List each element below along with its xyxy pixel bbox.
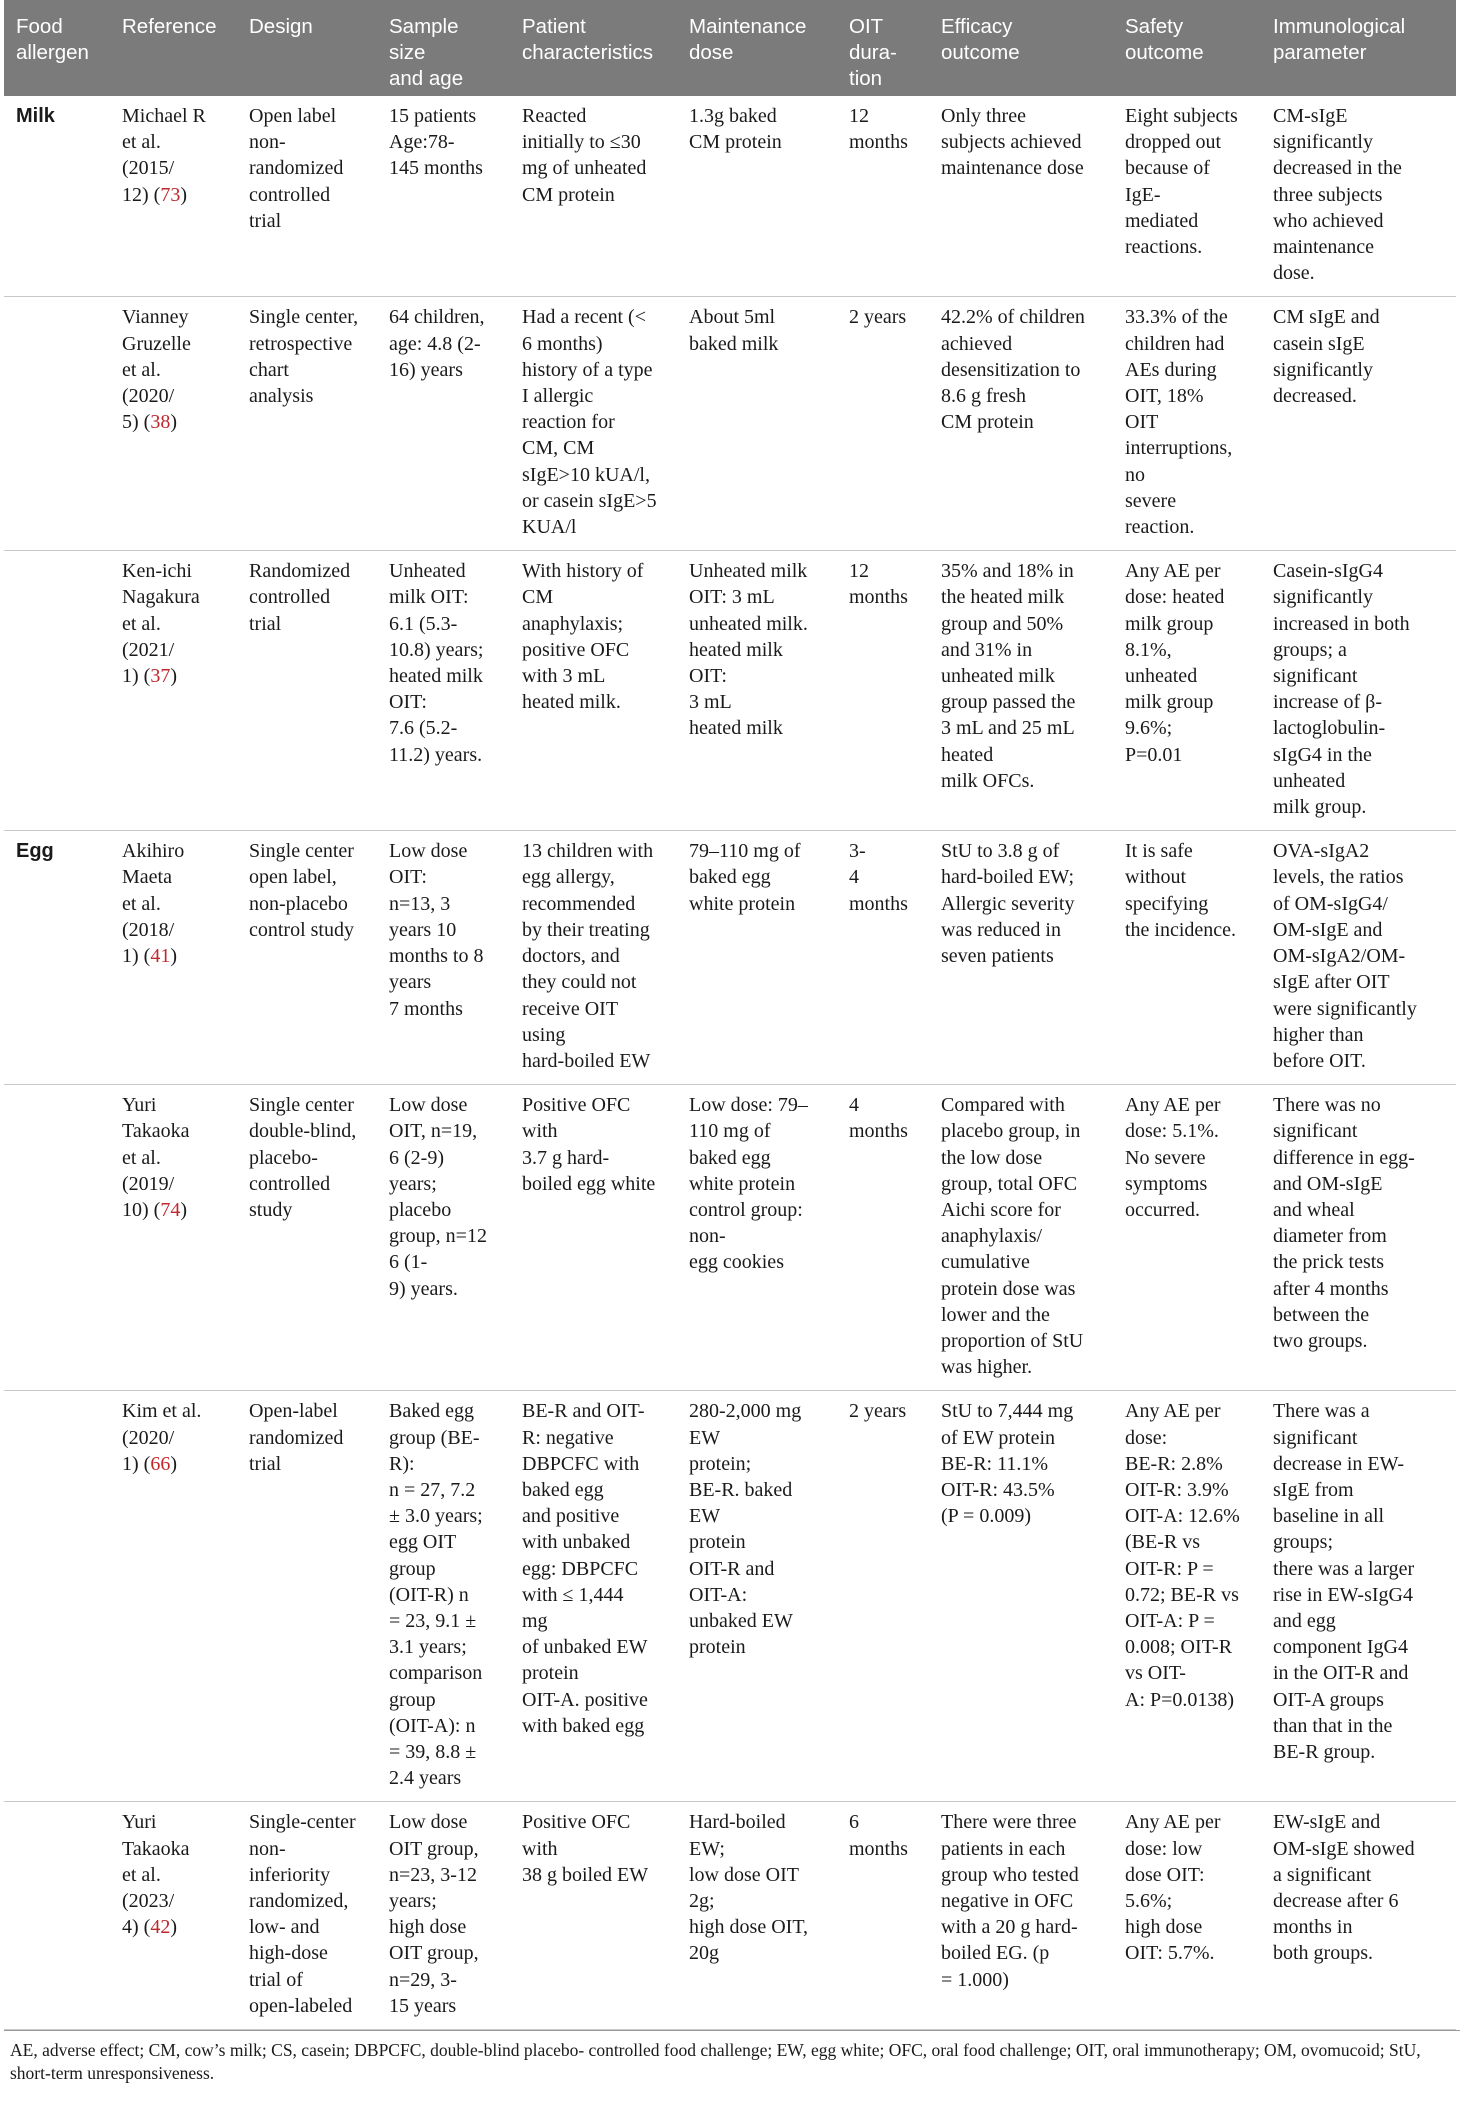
reference-text: Yuri Takaoka et al. (2019/ 10) (: [122, 1094, 190, 1221]
header-sample-size: Sample size and age: [377, 0, 510, 96]
cell-allergen: [4, 297, 110, 551]
cell-safety: Any AE per dose: low dose OIT: 5.6%; high dose OIT: 5.7%.: [1113, 1802, 1261, 2030]
cell-safety: Eight subjects dropped out because of IgE- mediated reactions.: [1113, 96, 1261, 297]
reference-link[interactable]: 74: [160, 1198, 181, 1221]
reference-link[interactable]: 38: [150, 411, 171, 434]
cell-duration: 12 months: [837, 96, 929, 297]
cell-allergen: Egg: [4, 831, 110, 1085]
reference-text: Kim et al. (2020/ 1) (: [122, 1400, 202, 1475]
cell-maintenance: About 5ml baked milk: [677, 297, 837, 551]
reference-text: Vianney Gruzelle et al. (2020/ 5) (: [122, 306, 191, 434]
cell-immuno: There was a significant decrease in EW- sIgE from baseline in all groups; there was a larger rise in EW-sIgG4 and egg component IgG4 in the OIT-R and OIT-A groups than that in the BE-R group.: [1261, 1391, 1456, 1802]
cell-safety: Any AE per dose: heated milk group 8.1%, unheated milk group 9.6%; P=0.01: [1113, 551, 1261, 831]
cell-maintenance: Unheated milk OIT: 3 mL unheated milk. heated milk OIT: 3 mL heated milk: [677, 551, 837, 831]
cell-duration: 4 months: [837, 1085, 929, 1391]
cell-design: Single center, retrospective chart analysis: [237, 297, 377, 551]
cell-reference: Yuri Takaoka et al. (2019/ 10) (74): [110, 1085, 237, 1391]
header-immunological-parameter: Immunological parameter: [1261, 0, 1456, 96]
cell-safety: It is safe without specifying the incidence.: [1113, 831, 1261, 1085]
table-row: [4, 1802, 1456, 2030]
cell-efficacy: StU to 7,444 mg of EW protein BE-R: 11.1% OIT-R: 43.5% (P = 0.009): [929, 1391, 1113, 1802]
table-row: [4, 1391, 1456, 1802]
cell-immuno: EW-sIgE and OM-sIgE showed a significant decrease after 6 months in both groups.: [1261, 1802, 1456, 2030]
cell-immuno: Casein-sIgG4 significantly increased in both groups; a significant increase of β- lactoglobulin- sIgG4 in the unheated milk group.: [1261, 551, 1456, 831]
cell-design: Randomized controlled trial: [237, 551, 377, 831]
cell-design: Single center double-blind, placebo- controlled study: [237, 1085, 377, 1391]
cell-patient: Positive OFC with 38 g boiled EW: [510, 1802, 677, 2030]
cell-patient: Had a recent (< 6 months) history of a type I allergic reaction for CM, CM sIgE>10 kUA/l, or casein sIgE>5 KUA/l: [510, 297, 677, 551]
cell-sample: 64 children, age: 4.8 (2- 16) years: [377, 297, 510, 551]
cell-patient: Reacted initially to ≤30 mg of unheated CM protein: [510, 96, 677, 297]
cell-immuno: CM sIgE and casein sIgE significantly decreased.: [1261, 297, 1456, 551]
header-design: Design: [237, 0, 377, 96]
table-footnote: AE, adverse effect; CM, cow’s milk; CS, casein; DBPCFC, double-blind placebo- controlled food challenge; EW, egg white; OFC, oral food challenge; OIT, oral immunotherapy; OM, ovomucoid; StU, short-term unresponsiveness.: [4, 2030, 1460, 2085]
reference-text: Akihiro Maeta et al. (2018/ 1) (: [122, 840, 185, 968]
cell-maintenance: 79–110 mg of baked egg white protein: [677, 831, 837, 1085]
cell-sample: Low dose OIT, n=19, 6 (2-9) years; placebo group, n=12 6 (1- 9) years.: [377, 1085, 510, 1391]
cell-sample: 15 patients Age:78- 145 months: [377, 96, 510, 297]
reference-link[interactable]: 73: [160, 183, 181, 206]
oit-studies-table: [4, 0, 1456, 2030]
cell-allergen: [4, 1802, 110, 2030]
header-maintenance-dose: Maintenance dose: [677, 0, 837, 96]
cell-allergen: [4, 551, 110, 831]
header-safety-outcome: Safety outcome: [1113, 0, 1261, 96]
cell-reference: Vianney Gruzelle et al. (2020/ 5) (38): [110, 297, 237, 551]
reference-text: Ken-ichi Nagakura et al. (2021/ 1) (: [122, 560, 200, 688]
cell-duration: 12 months: [837, 551, 929, 831]
cell-immuno: CM-sIgE significantly decreased in the three subjects who achieved maintenance dose.: [1261, 96, 1456, 297]
cell-safety: 33.3% of the children had AEs during OIT, 18% OIT interruptions, no severe reaction.: [1113, 297, 1261, 551]
table-row: [4, 297, 1456, 551]
cell-duration: 2 years: [837, 297, 929, 551]
cell-efficacy: 42.2% of children achieved desensitization to 8.6 g fresh CM protein: [929, 297, 1113, 551]
table-row: [4, 551, 1456, 831]
header-food-allergen: Food allergen: [4, 0, 110, 96]
header-reference: Reference: [110, 0, 237, 96]
reference-text: Yuri Takaoka et al. (2023/ 4) (: [122, 1811, 190, 1939]
cell-immuno: OVA-sIgA2 levels, the ratios of OM-sIgG4/ OM-sIgE and OM-sIgA2/OM- sIgE after OIT were significantly higher than before OIT.: [1261, 831, 1456, 1085]
cell-safety: Any AE per dose: BE-R: 2.8% OIT-R: 3.9% OIT-A: 12.6% (BE-R vs OIT-R: P = 0.72; BE-R vs OIT-A: P = 0.008; OIT-R vs OIT- A: P=0.0138): [1113, 1391, 1261, 1802]
cell-reference: Kim et al. (2020/ 1) (66): [110, 1391, 237, 1802]
cell-immuno: There was no significant difference in egg- and OM-sIgE and wheal diameter from the prick tests after 4 months between the two groups.: [1261, 1085, 1456, 1391]
cell-duration: 3- 4 months: [837, 831, 929, 1085]
reference-link[interactable]: 37: [150, 665, 171, 688]
cell-patient: 13 children with egg allergy, recommended by their treating doctors, and they could not receive OIT using hard-boiled EW: [510, 831, 677, 1085]
reference-link[interactable]: 41: [150, 945, 171, 968]
cell-reference: Yuri Takaoka et al. (2023/ 4) (42): [110, 1802, 237, 2030]
cell-patient: Positive OFC with 3.7 g hard- boiled egg white: [510, 1085, 677, 1391]
cell-allergen: [4, 1085, 110, 1391]
cell-allergen: [4, 1391, 110, 1802]
cell-efficacy: 35% and 18% in the heated milk group and 50% and 31% in unheated milk group passed the 3 mL and 25 mL heated milk OFCs.: [929, 551, 1113, 831]
cell-maintenance: Low dose: 79– 110 mg of baked egg white protein control group: non- egg cookies: [677, 1085, 837, 1391]
cell-sample: Baked egg group (BE- R): n = 27, 7.2 ± 3.0 years; egg OIT group (OIT-R) n = 23, 9.1 ± 3.1 years; comparison group (OIT-A): n = 39, 8.8 ± 2.4 years: [377, 1391, 510, 1802]
cell-reference: Michael R et al. (2015/ 12) (73): [110, 96, 237, 297]
cell-sample: Low dose OIT group, n=23, 3-12 years; high dose OIT group, n=29, 3- 15 years: [377, 1802, 510, 2030]
table-row: [4, 96, 1456, 297]
table-row: [4, 831, 1456, 1085]
cell-design: Single center open label, non-placebo control study: [237, 831, 377, 1085]
header-patient-characteristics: Patient characteristics: [510, 0, 677, 96]
reference-link[interactable]: 42: [150, 1916, 171, 1939]
cell-allergen: Milk: [4, 96, 110, 297]
cell-reference: Akihiro Maeta et al. (2018/ 1) (41): [110, 831, 237, 1085]
cell-design: Open-label randomized trial: [237, 1391, 377, 1802]
cell-reference: Ken-ichi Nagakura et al. (2021/ 1) (37): [110, 551, 237, 831]
cell-efficacy: StU to 3.8 g of hard-boiled EW; Allergic severity was reduced in seven patients: [929, 831, 1113, 1085]
cell-efficacy: Compared with placebo group, in the low dose group, total OFC Aichi score for anaphylaxis/ cumulative protein dose was lower and the proportion of StU was higher.: [929, 1085, 1113, 1391]
reference-text: Michael R et al. (2015/ 12) (: [122, 105, 206, 206]
cell-sample: Low dose OIT: n=13, 3 years 10 months to 8 years 7 months: [377, 831, 510, 1085]
cell-safety: Any AE per dose: 5.1%. No severe symptoms occurred.: [1113, 1085, 1261, 1391]
cell-patient: BE-R and OIT- R: negative DBPCFC with baked egg and positive with unbaked egg: DBPCFC with ≤ 1,444 mg of unbaked EW protein OIT-A. positive with baked egg: [510, 1391, 677, 1802]
cell-efficacy: There were three patients in each group who tested negative in OFC with a 20 g hard- boiled EG. (p = 1.000): [929, 1802, 1113, 2030]
header-efficacy-outcome: Efficacy outcome: [929, 0, 1113, 96]
table-row: [4, 1085, 1456, 1391]
cell-sample: Unheated milk OIT: 6.1 (5.3- 10.8) years; heated milk OIT: 7.6 (5.2- 11.2) years.: [377, 551, 510, 831]
cell-maintenance: 280-2,000 mg EW protein; BE-R. baked EW protein OIT-R and OIT-A: unbaked EW protein: [677, 1391, 837, 1802]
cell-duration: 2 years: [837, 1391, 929, 1802]
cell-efficacy: Only three subjects achieved maintenance dose: [929, 96, 1113, 297]
table-header-row: [4, 0, 1456, 96]
reference-link[interactable]: 66: [150, 1452, 171, 1475]
cell-patient: With history of CM anaphylaxis; positive OFC with 3 mL heated milk.: [510, 551, 677, 831]
cell-maintenance: 1.3g baked CM protein: [677, 96, 837, 297]
cell-duration: 6 months: [837, 1802, 929, 2030]
cell-design: Open label non- randomized controlled trial: [237, 96, 377, 297]
header-oit-duration: OIT dura- tion: [837, 0, 929, 96]
cell-maintenance: Hard-boiled EW; low dose OIT 2g; high dose OIT, 20g: [677, 1802, 837, 2030]
cell-design: Single-center non- inferiority randomized, low- and high-dose trial of open-labeled: [237, 1802, 377, 2030]
